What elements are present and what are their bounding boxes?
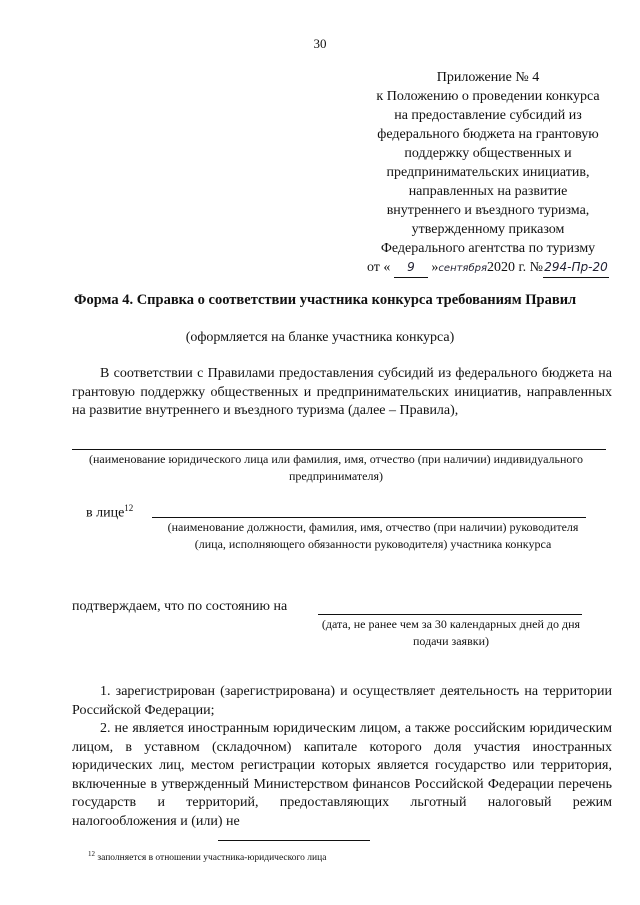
order-year: 2020 г. № xyxy=(486,260,544,275)
list-item: 1. зарегистрирован (зарегистрирована) и осуществляет деятельность на территории Российской Федерации; xyxy=(72,684,612,718)
appendix-line: федерального бюджета на грантовую xyxy=(377,127,599,142)
footnote-text: заполняется в отношении участника-юридического лица xyxy=(97,853,327,864)
order-prefix: от « xyxy=(366,260,391,275)
requirements-list xyxy=(72,683,612,831)
appendix-block xyxy=(340,68,636,278)
date-caption: (дата, не ранее чем за 30 календарных дней до дня подачи заявки) xyxy=(321,617,581,648)
footnote-mark: 12 xyxy=(88,850,95,858)
appendix-line: внутреннего и въездного туризма, xyxy=(386,203,590,218)
footnote-separator xyxy=(218,840,370,841)
person-caption: (наименование должности, фамилия, имя, отчество (при наличии) руководителя (лица, исполняющего обязанности руководителя) участника конкурса xyxy=(167,520,579,551)
person-line xyxy=(152,517,586,518)
intro-text: В соответствии с Правилами предоставления субсидий из федерального бюджета на грантовую поддержку общественных и предпринимательских инициатив, направленных на развитие внутреннего и въездного туризма (далее – Правила), xyxy=(72,366,612,418)
order-mid: » xyxy=(431,260,439,275)
appendix-line: на предоставление субсидий из xyxy=(394,108,582,123)
date-line xyxy=(318,614,582,615)
form-title: Форма 4. Справка о соответствии участника конкурса требованиям Правил xyxy=(74,292,577,308)
list-item: 2. не является иностранным юридическим лицом, а также российским юридическим лицом, в уставном (складочном) капитале которого доля участия иностранных юридических лиц, местом регистрации которых является государство или территория, включенные в утвержденный Министерством финансов Российской Федерации перечень государств и территорий, предоставляющих льготный налоговый режим налогообложения и (или) не xyxy=(72,721,612,829)
intro-paragraph xyxy=(72,365,612,421)
footnote xyxy=(88,850,326,863)
appendix-line: к Положению о проведении конкурса xyxy=(376,89,600,104)
order-line xyxy=(340,258,636,278)
person-label: в лице xyxy=(86,505,125,521)
confirm-label: подтверждаем, что по состоянию на xyxy=(72,599,288,614)
page-number: 30 xyxy=(313,36,327,51)
appendix-line: поддержку общественных и xyxy=(404,146,572,161)
appendix-line: утвержденному приказом xyxy=(411,222,565,237)
order-month: сентября xyxy=(438,263,487,274)
appendix-line: предпринимательских инициатив, xyxy=(386,165,590,180)
form-subtitle: (оформляется на бланке участника конкурса) xyxy=(185,330,455,345)
order-day: 9 xyxy=(394,258,428,278)
org-name-caption: (наименование юридического лица или фамилия, имя, отчество (при наличии) индивидуального предпринимателя) xyxy=(88,452,584,483)
person-footnote-mark: 12 xyxy=(124,503,134,513)
org-name-line xyxy=(72,449,606,450)
order-number: 294-Пр-20 xyxy=(543,258,609,278)
appendix-line: направленных на развитие xyxy=(408,184,568,199)
appendix-line: Федерального агентства по туризму xyxy=(380,241,596,256)
person-label-wrap xyxy=(86,503,133,522)
appendix-line: Приложение № 4 xyxy=(436,70,540,85)
